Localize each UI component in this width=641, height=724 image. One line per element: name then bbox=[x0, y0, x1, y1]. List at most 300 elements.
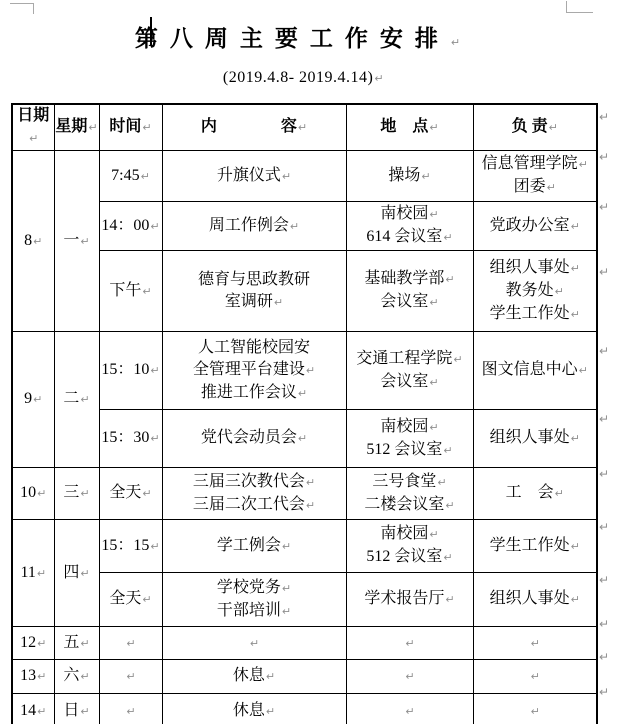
cell-location[interactable] bbox=[346, 660, 473, 694]
cell-line bbox=[163, 665, 346, 688]
cell-location[interactable] bbox=[346, 573, 473, 627]
cell-location[interactable] bbox=[346, 627, 473, 660]
cell-line bbox=[347, 546, 473, 569]
cell-line bbox=[163, 291, 346, 314]
cell-text: 党代会动员会 bbox=[200, 429, 297, 446]
paragraph-mark-icon: ↵ bbox=[281, 539, 292, 553]
cell-text: 学生工作处 bbox=[489, 304, 570, 322]
cell-line bbox=[163, 471, 346, 494]
cell-line bbox=[347, 226, 473, 249]
paragraph-mark-icon: ↵ bbox=[80, 670, 90, 683]
cell-line bbox=[347, 471, 473, 494]
cell-weekday[interactable] bbox=[54, 660, 99, 694]
paragraph-mark-icon: ↵ bbox=[554, 487, 564, 500]
cell-text: 周工作例会 bbox=[208, 216, 289, 234]
paragraph-mark-icon: ↵ bbox=[443, 443, 453, 457]
table-row bbox=[12, 332, 597, 410]
cell-responsible[interactable] bbox=[473, 251, 597, 332]
cell-line bbox=[100, 665, 162, 688]
cell-text: 全天 bbox=[109, 590, 142, 607]
header-label: 时间 bbox=[109, 118, 142, 135]
cell-content[interactable] bbox=[162, 627, 346, 660]
cell-weekday[interactable] bbox=[54, 332, 99, 468]
cell-text: 党政办公室 bbox=[489, 216, 570, 234]
paragraph-mark-icon: ↵ bbox=[37, 670, 47, 683]
cell-content[interactable] bbox=[162, 332, 346, 410]
header-label: 日期 bbox=[17, 107, 50, 124]
page-title[interactable] bbox=[11, 20, 596, 53]
cell-line bbox=[474, 588, 597, 611]
cell-text: 德育与思政教研 bbox=[197, 270, 310, 288]
paragraph-mark-icon: ↵ bbox=[297, 121, 308, 134]
paragraph-mark-icon: ↵ bbox=[150, 432, 160, 445]
cell-line bbox=[13, 388, 54, 411]
cell-time[interactable] bbox=[99, 332, 162, 410]
cell-responsible[interactable] bbox=[473, 573, 597, 627]
paragraph-mark-icon: ↵ bbox=[405, 636, 415, 650]
cell-text: 团委 bbox=[513, 178, 546, 195]
row-end-mark-icon: ↵ bbox=[599, 264, 610, 279]
paragraph-mark-icon: ↵ bbox=[570, 261, 580, 275]
cell-line bbox=[347, 416, 473, 439]
cell-text: 512 会议室 bbox=[366, 440, 443, 458]
cell-line bbox=[163, 427, 346, 450]
cell-line bbox=[100, 280, 162, 303]
paragraph-mark-icon: ↵ bbox=[570, 432, 580, 445]
cell-date[interactable] bbox=[12, 151, 54, 332]
page-title-text: 第八周主要工作安排 bbox=[134, 26, 450, 51]
cell-text: 13 bbox=[20, 667, 37, 684]
paragraph-mark-icon: ↵ bbox=[305, 363, 316, 377]
cell-line bbox=[474, 176, 597, 199]
header-label: 星期 bbox=[55, 118, 88, 135]
cell-text: 三届三次教代会 bbox=[192, 472, 305, 490]
header-weekday[interactable] bbox=[54, 104, 99, 151]
margin-crop-mark-left-icon bbox=[10, 3, 34, 14]
cell-line bbox=[474, 359, 597, 382]
paragraph-mark-icon: ↵ bbox=[405, 704, 415, 718]
cell-content[interactable] bbox=[162, 251, 346, 332]
row-end-mark-icon: ↵ bbox=[599, 149, 610, 164]
cell-line bbox=[474, 257, 597, 280]
cell-text: 14：00 bbox=[101, 216, 150, 234]
paragraph-mark-icon: ↵ bbox=[126, 704, 136, 718]
paragraph-mark-icon: ↵ bbox=[126, 636, 136, 650]
cell-responsible[interactable] bbox=[473, 660, 597, 694]
cell-time[interactable] bbox=[99, 694, 162, 724]
paragraph-mark-icon: ↵ bbox=[570, 219, 580, 233]
paragraph-mark-icon: ↵ bbox=[273, 295, 284, 309]
row-end-mark-icon: ↵ bbox=[599, 344, 610, 358]
cell-responsible[interactable] bbox=[473, 151, 597, 202]
paragraph-mark-icon: ↵ bbox=[265, 704, 276, 718]
paragraph-mark-icon: ↵ bbox=[445, 273, 455, 286]
cell-responsible[interactable] bbox=[473, 410, 597, 468]
row-end-mark-icon: ↵ bbox=[599, 519, 610, 534]
cell-text: 基础教学部 bbox=[364, 270, 445, 287]
paragraph-mark-icon: ↵ bbox=[142, 593, 152, 606]
weekly-schedule-table[interactable] bbox=[11, 103, 598, 724]
cell-text: 614 会议室 bbox=[366, 228, 443, 245]
cell-content[interactable] bbox=[162, 520, 346, 573]
date-range-text: (2019.4.8- 2019.4.14) bbox=[222, 69, 374, 86]
cell-text: 五 bbox=[63, 633, 80, 651]
cell-line bbox=[163, 600, 346, 623]
paragraph-mark-icon: ↵ bbox=[429, 296, 439, 309]
paragraph-mark-icon: ↵ bbox=[33, 393, 43, 406]
cell-line bbox=[163, 165, 346, 188]
paragraph-mark-icon: ↵ bbox=[142, 284, 152, 298]
paragraph-mark-icon: ↵ bbox=[281, 581, 292, 595]
cell-line bbox=[163, 215, 346, 238]
cell-location[interactable] bbox=[346, 202, 473, 251]
cell-line bbox=[347, 523, 473, 546]
cell-line bbox=[163, 269, 346, 291]
cell-time[interactable] bbox=[99, 251, 162, 332]
cell-time[interactable] bbox=[99, 468, 162, 520]
paragraph-mark-icon: ↵ bbox=[421, 169, 431, 183]
paragraph-mark-icon: ↵ bbox=[37, 636, 47, 650]
cell-line bbox=[474, 215, 597, 238]
cell-text: 休息 bbox=[232, 667, 265, 684]
paragraph-mark-icon: ↵ bbox=[554, 284, 564, 298]
row-end-mark-icon: ↵ bbox=[599, 650, 610, 664]
cell-line bbox=[100, 588, 162, 611]
row-end-mark-icon: ↵ bbox=[599, 616, 610, 631]
cell-content[interactable] bbox=[162, 573, 346, 627]
paragraph-mark-icon: ↵ bbox=[546, 181, 556, 194]
cell-line bbox=[347, 371, 473, 394]
paragraph-mark-icon: ↵ bbox=[150, 219, 160, 233]
paragraph-mark-icon: ↵ bbox=[142, 121, 152, 134]
cell-content[interactable] bbox=[162, 468, 346, 520]
cell-text: 12 bbox=[20, 633, 37, 651]
cell-weekday[interactable] bbox=[54, 151, 99, 332]
cell-text: 全管理平台建设 bbox=[192, 360, 305, 378]
cell-responsible[interactable] bbox=[473, 520, 597, 573]
paragraph-mark-icon: ↵ bbox=[249, 636, 260, 650]
paragraph-mark-icon: ↵ bbox=[80, 393, 90, 406]
cell-time[interactable] bbox=[99, 660, 162, 694]
header-responsible[interactable] bbox=[473, 104, 597, 151]
cell-line bbox=[474, 700, 597, 723]
cell-line bbox=[474, 303, 597, 326]
paragraph-mark-icon: ↵ bbox=[297, 432, 308, 445]
paragraph-mark-icon: ↵ bbox=[265, 670, 276, 683]
cell-line bbox=[347, 665, 473, 688]
cell-location[interactable] bbox=[346, 151, 473, 202]
cell-text: 9 bbox=[24, 390, 33, 407]
cell-line bbox=[347, 588, 473, 611]
cell-text: 室调研 bbox=[224, 292, 273, 310]
paragraph-mark-icon: ↵ bbox=[37, 487, 47, 500]
cell-line bbox=[474, 153, 597, 176]
cell-weekday[interactable] bbox=[54, 627, 99, 660]
cell-line bbox=[55, 562, 99, 585]
cell-text: 工 会 bbox=[505, 484, 554, 501]
cell-text: 教务处 bbox=[505, 281, 554, 299]
cell-text: 南校园 bbox=[380, 205, 429, 222]
cell-text: 8 bbox=[24, 231, 33, 249]
cell-weekday[interactable] bbox=[54, 468, 99, 520]
cell-text: 15：30 bbox=[101, 429, 150, 446]
paragraph-mark-icon: ↵ bbox=[570, 539, 580, 553]
cell-line bbox=[474, 665, 597, 688]
cell-line bbox=[13, 700, 54, 723]
cell-line bbox=[347, 439, 473, 462]
cell-time[interactable] bbox=[99, 202, 162, 251]
paragraph-mark-icon: ↵ bbox=[570, 593, 580, 606]
cell-location[interactable] bbox=[346, 251, 473, 332]
cell-weekday[interactable] bbox=[54, 520, 99, 627]
cell-text: 交通工程学院 bbox=[356, 349, 453, 367]
cell-location[interactable] bbox=[346, 410, 473, 468]
table-row bbox=[12, 573, 597, 627]
cell-content[interactable] bbox=[162, 202, 346, 251]
cell-line bbox=[474, 632, 597, 655]
cell-text: 15：10 bbox=[101, 361, 150, 378]
header-location[interactable] bbox=[346, 104, 473, 151]
cell-date[interactable] bbox=[12, 520, 54, 627]
cell-time[interactable] bbox=[99, 410, 162, 468]
row-end-mark-icon: ↵ bbox=[599, 685, 610, 699]
cell-line bbox=[100, 215, 162, 238]
cell-line bbox=[347, 291, 473, 314]
cell-date[interactable] bbox=[12, 627, 54, 660]
cell-text: 人工智能校园安 bbox=[197, 338, 310, 356]
cell-line bbox=[100, 632, 162, 655]
cell-content[interactable] bbox=[162, 660, 346, 694]
cell-line bbox=[163, 382, 346, 405]
cell-text: 学生工作处 bbox=[489, 536, 570, 554]
paragraph-mark-icon: ↵ bbox=[578, 158, 588, 171]
paragraph-mark-icon: ↵ bbox=[530, 636, 540, 650]
cell-text: 三号食堂 bbox=[372, 472, 437, 490]
paragraph-mark-icon: ↵ bbox=[450, 36, 473, 49]
cell-line bbox=[474, 482, 597, 505]
cell-text: 一 bbox=[63, 231, 80, 249]
cell-line bbox=[13, 632, 54, 655]
cell-text: 干部培训 bbox=[216, 601, 281, 619]
paragraph-mark-icon: ↵ bbox=[443, 551, 453, 564]
header-label: 负 责 bbox=[511, 118, 548, 135]
cell-line bbox=[347, 165, 473, 188]
paragraph-mark-icon: ↵ bbox=[443, 231, 453, 244]
cell-line bbox=[55, 700, 99, 723]
table-row bbox=[12, 468, 597, 520]
paragraph-mark-icon: ↵ bbox=[429, 208, 439, 221]
cell-location[interactable] bbox=[346, 468, 473, 520]
cell-text: 南校园 bbox=[380, 417, 429, 435]
cell-text: 7:45 bbox=[111, 166, 140, 184]
paragraph-mark-icon: ↵ bbox=[453, 352, 463, 366]
table-row bbox=[12, 202, 597, 251]
cell-responsible[interactable] bbox=[473, 202, 597, 251]
table-row bbox=[12, 251, 597, 332]
paragraph-mark-icon: ↵ bbox=[80, 487, 90, 500]
cell-date[interactable] bbox=[12, 660, 54, 694]
paragraph-mark-icon: ↵ bbox=[126, 670, 136, 683]
cell-line bbox=[55, 482, 99, 505]
cell-time[interactable] bbox=[99, 573, 162, 627]
paragraph-mark-icon: ↵ bbox=[37, 704, 47, 718]
paragraph-mark-icon: ↵ bbox=[305, 498, 316, 512]
cell-line bbox=[163, 337, 346, 359]
paragraph-mark-icon: ↵ bbox=[150, 364, 160, 377]
date-range-subtitle[interactable] bbox=[11, 69, 596, 87]
row-end-mark-icon: ↵ bbox=[599, 467, 610, 481]
header-date[interactable] bbox=[12, 104, 54, 151]
row-end-mark-icon: ↵ bbox=[599, 110, 610, 124]
cell-text: 信息管理学院 bbox=[481, 155, 578, 172]
paragraph-mark-icon: ↵ bbox=[140, 169, 150, 183]
cell-responsible[interactable] bbox=[473, 694, 597, 724]
cell-line bbox=[163, 632, 346, 655]
row-end-mark-icon: ↵ bbox=[599, 199, 610, 214]
table-row bbox=[12, 660, 597, 694]
paragraph-mark-icon: ↵ bbox=[437, 475, 447, 489]
header-content[interactable] bbox=[162, 104, 346, 151]
cell-text: 会议室 bbox=[380, 293, 429, 310]
cell-time[interactable] bbox=[99, 151, 162, 202]
cell-line bbox=[163, 359, 346, 382]
header-label: 地 点 bbox=[380, 118, 429, 135]
cell-line bbox=[13, 665, 54, 688]
cell-text: 组织人事处 bbox=[489, 429, 570, 446]
cell-responsible[interactable] bbox=[473, 332, 597, 410]
paragraph-mark-icon: ↵ bbox=[150, 539, 160, 553]
row-end-mark-icon: ↵ bbox=[599, 573, 610, 587]
table-row bbox=[12, 627, 597, 660]
margin-crop-mark-right-icon bbox=[566, 1, 593, 13]
cell-responsible[interactable] bbox=[473, 468, 597, 520]
table-row bbox=[12, 520, 597, 573]
paragraph-mark-icon: ↵ bbox=[281, 604, 292, 618]
cell-line bbox=[100, 535, 162, 558]
cell-line bbox=[13, 482, 54, 505]
cell-line bbox=[55, 632, 99, 655]
cell-content[interactable] bbox=[162, 410, 346, 468]
paragraph-mark-icon: ↵ bbox=[405, 670, 415, 683]
row-end-mark-icon: ↵ bbox=[599, 412, 610, 426]
cell-line bbox=[474, 427, 597, 450]
cell-text: 10 bbox=[20, 484, 37, 501]
cell-line bbox=[55, 665, 99, 688]
cell-line bbox=[163, 700, 346, 723]
cell-content[interactable] bbox=[162, 694, 346, 724]
cell-text: 推进工作会议 bbox=[200, 383, 297, 401]
paragraph-mark-icon: ↵ bbox=[530, 704, 540, 718]
cell-line bbox=[100, 700, 162, 723]
paragraph-mark-icon: ↵ bbox=[374, 72, 385, 85]
cell-text: 512 会议室 bbox=[366, 548, 443, 565]
cell-text: 二楼会议室 bbox=[364, 495, 445, 513]
paragraph-mark-icon: ↵ bbox=[80, 234, 90, 248]
cell-text: 休息 bbox=[232, 701, 265, 719]
cell-text: 11 bbox=[20, 563, 36, 581]
cell-line bbox=[474, 535, 597, 558]
paragraph-mark-icon: ↵ bbox=[429, 528, 439, 541]
cell-line bbox=[100, 359, 162, 382]
cell-text: 组织人事处 bbox=[489, 258, 570, 276]
paragraph-mark-icon: ↵ bbox=[80, 636, 90, 650]
cell-line bbox=[100, 482, 162, 505]
table-row bbox=[12, 694, 597, 724]
paragraph-mark-icon: ↵ bbox=[445, 593, 455, 606]
paragraph-mark-icon: ↵ bbox=[578, 364, 588, 377]
cell-responsible[interactable] bbox=[473, 627, 597, 660]
cell-line bbox=[347, 632, 473, 655]
cell-weekday[interactable] bbox=[54, 694, 99, 724]
cell-time[interactable] bbox=[99, 627, 162, 660]
cell-line bbox=[100, 165, 162, 188]
paragraph-mark-icon: ↵ bbox=[305, 475, 316, 489]
table-row bbox=[12, 410, 597, 468]
cell-date[interactable] bbox=[12, 694, 54, 724]
cell-text: 下午 bbox=[109, 281, 142, 299]
paragraph-mark-icon: ↵ bbox=[80, 566, 90, 580]
cell-line bbox=[347, 700, 473, 723]
cell-text: 操场 bbox=[388, 166, 421, 184]
paragraph-mark-icon: ↵ bbox=[142, 487, 152, 500]
paragraph-mark-icon: ↵ bbox=[281, 169, 292, 183]
header-time[interactable] bbox=[99, 104, 162, 151]
paragraph-mark-icon: ↵ bbox=[33, 234, 43, 248]
cell-line bbox=[163, 535, 346, 558]
cell-location[interactable] bbox=[346, 332, 473, 410]
cell-text: 六 bbox=[63, 667, 80, 684]
cell-location[interactable] bbox=[346, 694, 473, 724]
paragraph-mark-icon: ↵ bbox=[297, 386, 308, 400]
cell-text: 日 bbox=[63, 701, 80, 719]
cell-line bbox=[13, 230, 54, 253]
cell-line bbox=[55, 230, 99, 253]
table-row bbox=[12, 151, 597, 202]
paragraph-mark-icon: ↵ bbox=[429, 121, 439, 134]
cell-text: 二 bbox=[63, 390, 80, 407]
table-header-row bbox=[12, 104, 597, 151]
cell-text: 组织人事处 bbox=[489, 590, 570, 607]
cell-line bbox=[347, 268, 473, 291]
paragraph-mark-icon: ↵ bbox=[570, 307, 580, 321]
paragraph-mark-icon: ↵ bbox=[429, 420, 439, 434]
cell-text: 学术报告厅 bbox=[364, 590, 445, 607]
cell-text: 15：15 bbox=[101, 536, 150, 554]
cell-line bbox=[163, 577, 346, 600]
paragraph-mark-icon: ↵ bbox=[36, 566, 47, 580]
cell-text: 全天 bbox=[109, 484, 142, 501]
paragraph-mark-icon: ↵ bbox=[548, 121, 558, 134]
cell-date[interactable] bbox=[12, 468, 54, 520]
cell-text: 学工例会 bbox=[216, 536, 281, 554]
header-label: 内 容 bbox=[200, 118, 297, 135]
cell-time[interactable] bbox=[99, 520, 162, 573]
paragraph-mark-icon: ↵ bbox=[88, 121, 98, 134]
cell-text: 三 bbox=[63, 484, 80, 501]
cell-line bbox=[474, 280, 597, 303]
cell-line bbox=[347, 203, 473, 226]
cell-line bbox=[347, 348, 473, 371]
cell-date[interactable] bbox=[12, 332, 54, 468]
paragraph-mark-icon: ↵ bbox=[429, 375, 439, 389]
paragraph-mark-icon: ↵ bbox=[29, 132, 39, 145]
cell-text: 14 bbox=[20, 701, 37, 719]
cell-text: 南校园 bbox=[380, 525, 429, 542]
paragraph-mark-icon: ↵ bbox=[445, 498, 455, 512]
cell-line bbox=[163, 494, 346, 517]
cell-content[interactable] bbox=[162, 151, 346, 202]
cell-location[interactable] bbox=[346, 520, 473, 573]
